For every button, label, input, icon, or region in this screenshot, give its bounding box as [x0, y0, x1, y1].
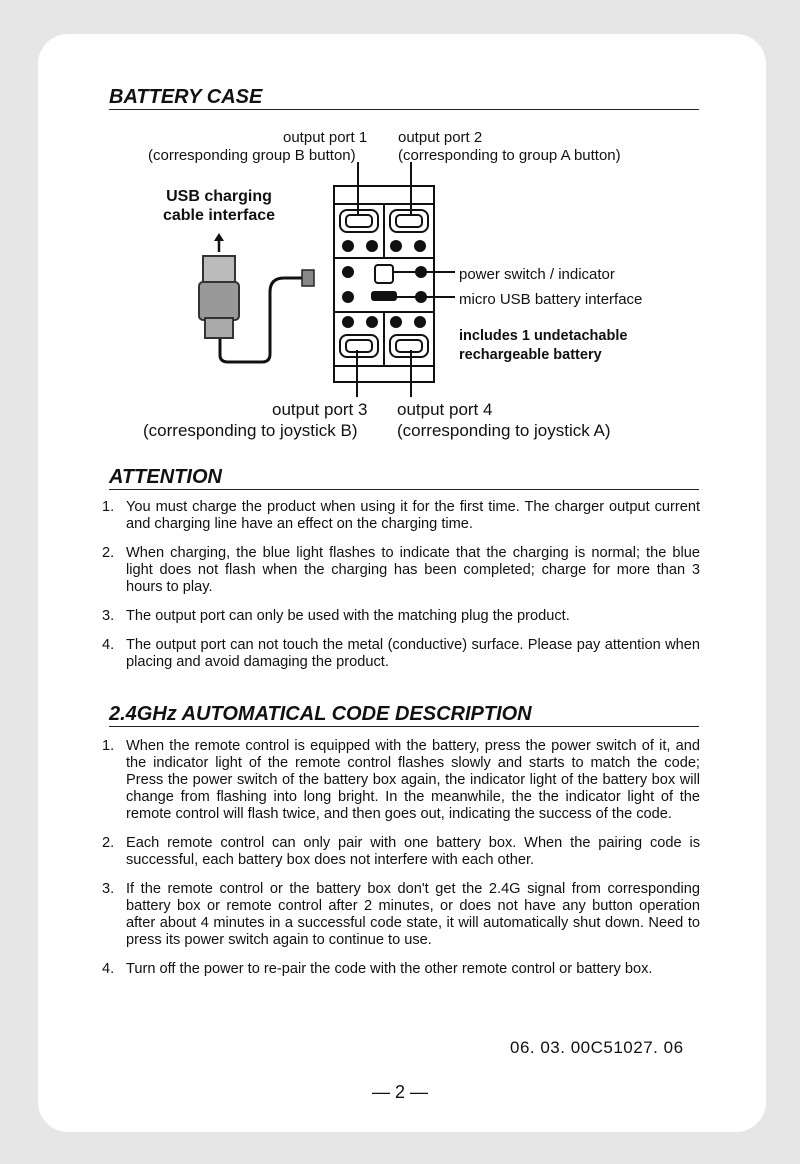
- usb-cable-illustration: [199, 233, 314, 362]
- list-item: 2. When charging, the blue light flashes to indicate that the charging is normal; the blue light does not flash when the charging has been completed; charge for more than 3 hours to play.: [102, 545, 700, 595]
- port2-label-line1: output port 2: [398, 129, 483, 146]
- battery-label-line1: includes 1 undetachable: [459, 328, 628, 344]
- attention-title: ATTENTION: [109, 466, 699, 490]
- document-code: 06. 03. 00C51027. 06: [510, 1038, 684, 1057]
- micro-usb-label: micro USB battery interface: [459, 291, 643, 308]
- port1-label-line1: output port 1: [283, 129, 368, 146]
- port4-label-line1: output port 4: [397, 400, 493, 419]
- battery-case-title: BATTERY CASE: [109, 86, 699, 110]
- page-number: — 2 —: [371, 1082, 428, 1102]
- usb-label-line2: cable interface: [162, 207, 276, 224]
- list-item: 3. If the remote control or the battery box don't get the 2.4G signal from corresponding battery box or remote control after 2 minutes, or does not have any button operation after about 4 minutes in a successful code state, it will automatically shut down. Need to press its power switch again to continue to use.: [102, 881, 700, 948]
- port3-label-line2: (corresponding to joystick B): [143, 421, 358, 440]
- code-description-title: 2.4GHz AUTOMATICAL CODE DESCRIPTION: [109, 703, 699, 727]
- list-item: 4. Turn off the power to re-pair the code with the other remote control or battery box.: [102, 961, 653, 977]
- list-item: 1. You must charge the product when using it for the first time. The charger output current and charging line have an effect on the charging time.: [102, 499, 700, 532]
- battery-box-illustration: [334, 186, 434, 382]
- attention-list: [102, 499, 700, 683]
- usb-label-line1: USB charging: [166, 188, 272, 205]
- port2-label-line2: (corresponding to group A button): [398, 147, 621, 164]
- list-item: 1. When the remote control is equipped with the battery, press the power switch of it, and the indicator light of the remote control flashes slowly and starts to match the code; Press the power switch of the battery box again, the indicator light of the battery box will change from flashing into long bright. In the meanwhile, the the indicator light of the remote control will flash twice, and then goes out, indicating the success of the code.: [102, 738, 700, 822]
- code-description-list: [102, 738, 700, 990]
- port3-label-line1: output port 3: [272, 400, 368, 419]
- arrow-up-icon: [214, 233, 224, 241]
- power-switch-label: power switch / indicator: [459, 266, 615, 283]
- list-item: 2. Each remote control can only pair with one battery box. When the pairing code is successful, each battery box does not interfere with each other.: [102, 835, 700, 868]
- list-item: 4. The output port can not touch the metal (conductive) surface. Please pay attention when placing and avoid damaging the product.: [102, 637, 700, 670]
- battery-label-line2: rechargeable battery: [459, 347, 602, 363]
- port4-label-line2: (corresponding to joystick A): [397, 421, 611, 440]
- list-item: 3. The output port can only be used with the matching plug the product.: [102, 608, 570, 624]
- port1-label-line2: (corresponding group B button): [148, 147, 356, 164]
